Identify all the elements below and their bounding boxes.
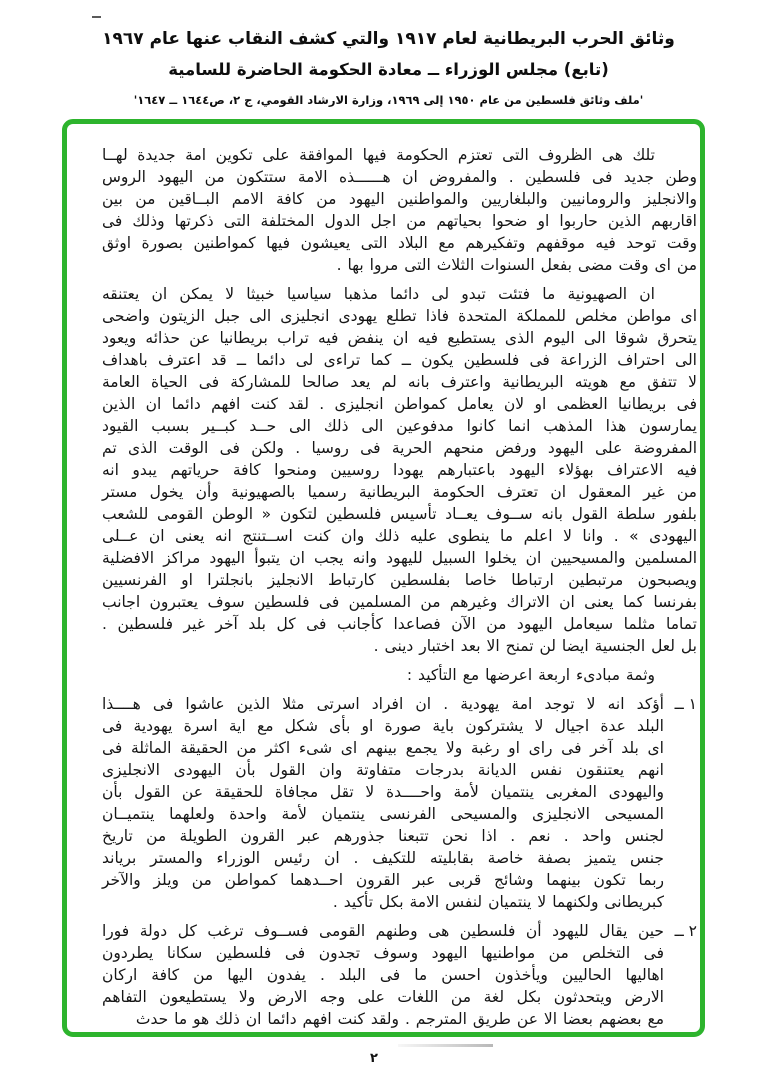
text-line: وثمة مبادىء اربعة اعرضها مع التأكيد :	[406, 666, 655, 684]
text-line: حين يقال لليهود أن فلسطين هى وطنهم القومى فســوف ترغب كل دولة فورا	[102, 922, 664, 940]
numbered-item	[102, 693, 697, 913]
text-line: الى احتراف الزراعة فى فلسطين يكون ــ كما تراءى لى دائما ــ قد اعترف باهداف	[102, 351, 697, 369]
text-line: فى التخلص من مواطنيها اليهود وسوف تجدون فى فلسطين سكانا يطردون	[102, 944, 664, 962]
text-line: ان الصهيونية ما فتئت تبدو لى دائما مذهبا سياسيا خبيثا لا يمكن ان يعتنقه	[102, 285, 655, 303]
text-line: فى بريطانيا العظمى او لان يعامل كمواطن انجليزى . لقد كنت افهم دائما ان الذين	[102, 395, 697, 413]
scan-artifact-dash	[92, 16, 101, 18]
text-line: اقاربهم الذين حاربوا او ضحوا بحياتهم من اجل الدول المختلفة التى ذكرتها وذلك فى	[102, 212, 697, 230]
text-line: البلد عدة اجيال لا يشتركون باية صورة او بأى شكل مع اية اسرة يهودية فى	[102, 717, 664, 735]
text-line: وقت توحد فيه موقفهم وتفكيرهم مع البلاد التى يعيشون فيها كمواطنين بصورة اوثق	[102, 234, 697, 252]
text-line: والانجليز والرومانيين والبلغاريين والمواطنين اليهود من كافة الامم البــاقين من بين	[102, 190, 697, 208]
numbered-item	[102, 920, 697, 1030]
text-line: وطن جديد فى فلسطين . والمفروض ان هــــــذه الامة ستتكون من اليهود الروس	[102, 168, 697, 186]
scan-artifact-smudge	[398, 1044, 493, 1047]
text-line: بلفور سلطة القول بانه ســوف يعــاد تأسيس فلسطين لتكون « الوطن القومى للشعب	[102, 505, 697, 523]
text-line: انهم يعتنقون نفس الديانة بدرجات متفاوتة وان القول بأن اليهودى الانجليزى	[102, 761, 664, 779]
text-line: تلك هى الظروف التى تعتزم الحكومة فيها الموافقة على تكوين امة جديدة لهــا	[102, 146, 655, 164]
text-line: يمارسون هذا المذهب انما كانوا مدفوعين الى ذلك الى حــد كبــير بسبب القيود	[102, 417, 697, 435]
document-subtitle: (تابع) مجلس الوزراء ــ معادة الحكومة الحاضرة للسامية	[168, 60, 609, 79]
text-line: يتحرق شوقا الى اليوم الذى يستطيع فيه ان ينفض فيه تراب بريطانيا عن حذائه ويعود	[102, 329, 697, 347]
text-line: المسيحى الانجليزى والمسيحى الفرنسى ينتميان لأمة واحدة ولعلهما ينتميــان	[102, 805, 664, 823]
text-line: واليهودى المغربى ينتميان لأمة واحــــدة لا تقل مجافاة للحقيقة عن القول بأن	[102, 783, 664, 801]
text-line: كبريطانى ولكنهما لا ينتميان لنفس الامة بكل تأكيد .	[332, 893, 664, 911]
body-paragraph	[102, 664, 697, 686]
text-line: ربما تكون بينهما وشائج قربى عبر القرون احــدهما كمواطن من ويلز والآخر	[102, 871, 664, 889]
text-line: اليهودى » . وانا لا اعلم ما ينطوى عليه ذلك وان كنت اســتنتج انه يعنى ان عــلى	[102, 527, 697, 545]
text-line: بل لعل الجنسية ايضا لن تمنح الا بعد اختبار دينى .	[373, 637, 697, 655]
text-line: جنس يتميز بصفة خاصة بقابليته للتكيف . ان رئيس الوزراء والمستر برياند	[102, 849, 664, 867]
document-body	[102, 144, 697, 1037]
text-line: اهاليها الحاليين ويأخذون احسن ما فى البلد . يفدون اليها من كافة اركان	[102, 966, 664, 984]
text-line: ويصبحون مرتبطين ارتباطا خاصا بفلسطين كارتباط الانجليز بانجلترا او الفرنسيين	[102, 571, 697, 589]
text-line: أؤكد انه لا توجد امة يهودية . ان افراد اسرتى مثلا الذين عاشوا فى هــــذا	[102, 695, 664, 713]
green-highlight-box	[62, 119, 705, 1037]
page-number: ٢	[370, 1051, 378, 1066]
text-line: تماما مثلما سيعامل اليهود من الآن فصاعدا كأجانب فى كل بلد آخر غير فلسطين .	[102, 615, 697, 633]
text-line: اى بلد آخر فى راى او رغبة ولا يجمع بينهم اى شىء اكثر من الحقيقة الماثلة فى	[102, 739, 664, 757]
text-line: فيه الاعتراف بهؤلاء اليهود باعتبارهم يهودا روسيين ومنحوا كافة حرياتهم يبدو انه	[102, 461, 697, 479]
item-number-marker: ٢ ــ	[674, 922, 697, 940]
text-line: المسلمين والمسيحيين ان يخلوا السبيل لليهود وانه يجب ان يتبوأ اليهود مراكز الافضلية	[102, 549, 697, 567]
text-line: المفروضة على اليهود ورفض منحهم الحرية فى روسيا . ولكن فى الوقت الذى تم	[102, 439, 697, 457]
text-line: لجنس واحد . نعم . اذا نحن تتبعنا جذورهم عبر القرون الطويلة من تاريخ	[102, 827, 664, 845]
text-line: من غير المعقول ان تعترف الحكومة البريطانية رسميا بالصهيونية وأن يخول مستر	[102, 483, 697, 501]
document-source-citation: 'ملف وثائق فلسطين من عام ١٩٥٠ إلى ١٩٦٩، وزارة الارشاد القومي، ج ٢، ص١٦٤٤ ــ ١٦٤٧'	[133, 93, 644, 107]
item-number-marker: ١ ــ	[674, 695, 697, 713]
text-line: بفرنسا كما يعنى ان الاتراك وغيرهم من المسلمين فى فلسطين سوف يعتبرون اجانب	[102, 593, 697, 611]
text-line: الارض ويتحدثون بكل لغة من اللغات على وجه الارض ولا يستطيعون التفاهم	[102, 988, 664, 1006]
text-line: لا تتفق مع هويته البريطانية واعترف بانه لم يعد صالحا للمشاركة فى الحياة العامة	[102, 373, 697, 391]
body-paragraph	[102, 283, 697, 657]
text-line: مع بعضهم بعضا الا عن طريق المترجم . ولقد كنت افهم دائما ان ذلك هو ما حدث	[135, 1010, 664, 1028]
text-line: اى مواطن مخلص للمملكة المتحدة فاذا تطلع يهودى انجليزى الى جبل الزيتون واضحى	[102, 307, 697, 325]
document-title: وثائق الحرب البريطانية لعام ١٩١٧ والتي كشف النقاب عنها عام ١٩٦٧	[102, 29, 675, 49]
text-line: من اى وقت مضى بفعل السنوات الثلاث التى مروا بها .	[336, 256, 697, 274]
body-paragraph	[102, 144, 697, 276]
